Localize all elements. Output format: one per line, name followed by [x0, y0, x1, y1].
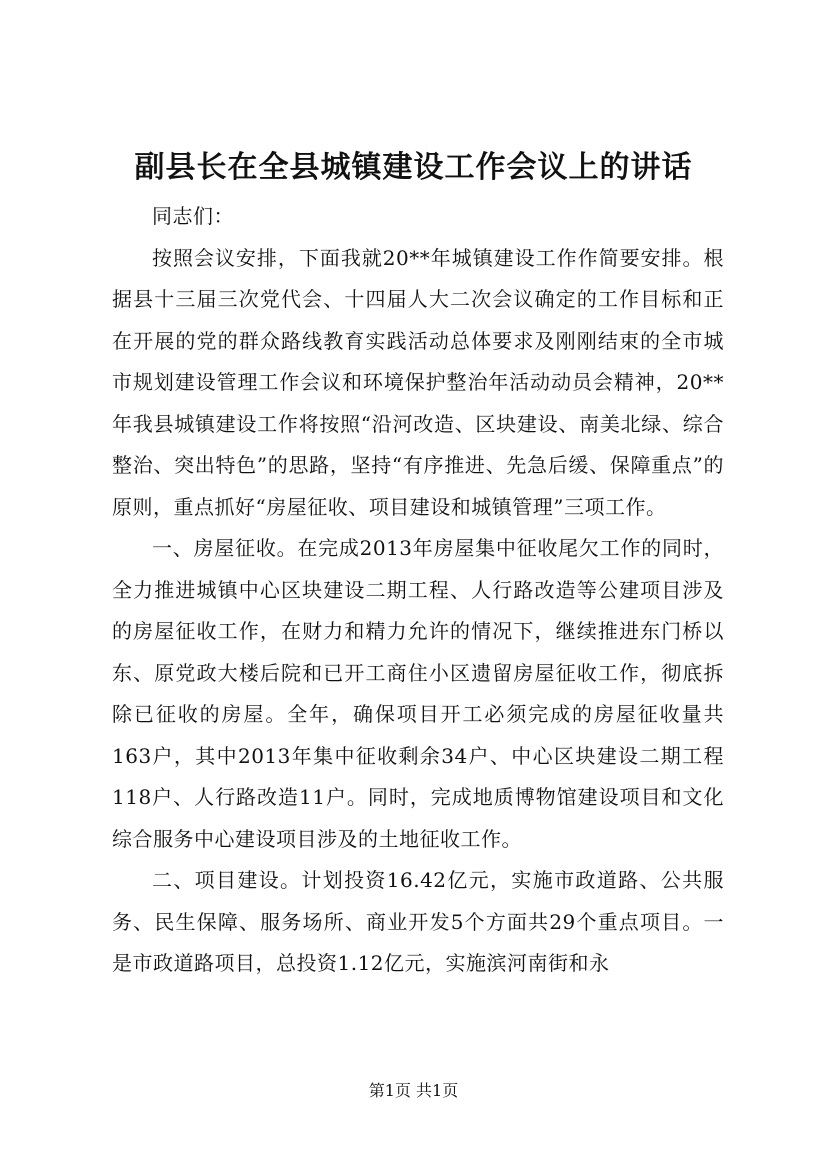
document-body — [112, 196, 724, 985]
salutation: 同志们： — [152, 204, 234, 228]
document-title: 副县长在全县城镇建设工作会议上的讲话 — [134, 150, 693, 185]
page-number-footer: 第1页 共1页 — [368, 1081, 459, 1100]
paragraph-intro: 按照会议安排，下面我就20**年城镇建设工作作简要安排。根据县十三届三次党代会、十四届人大二次会议确定的工作目标和正在开展的党的群众路线教育实践活动总体要求及刚刚结束的全市城市规划建设管理工作会议和环境保护整治年活动动员会精神，20**年我县城镇建设工作将按照“沿河改造、区块建设、南美北绿、综合整治、突出特色”的思路，坚持“有序推进、先急后缓、保障重点”的原则，重点抓好“房屋征收、项目建设和城镇管理”三项工作。 — [112, 245, 724, 519]
paragraph-housing-expropriation: 一、房屋征收。在完成2013年房屋集中征收尾欠工作的同时，全力推进城镇中心区块建设二期工程、人行路改造等公建项目涉及的房屋征收工作，在财力和精力允许的情况下，继续推进东门桥以东、原党政大楼后院和已开工商住小区遗留房屋征收工作，彻底拆除已征收的房屋。全年，确保项目开工必须完成的房屋征收量共163户，其中2013年集中征收剩余34户、中心区块建设二期工程118户、人行路改造11户。同时，完成地质博物馆建设项目和文化综合服务中心建设项目涉及的土地征收工作。 — [112, 536, 724, 851]
paragraph-project-construction: 二、项目建设。计划投资16.42亿元，实施市政道路、公共服务、民生保障、服务场所、商业开发5个方面共29个重点项目。一是市政道路项目，总投资1.12亿元，实施滨河南街和永 — [112, 868, 724, 975]
